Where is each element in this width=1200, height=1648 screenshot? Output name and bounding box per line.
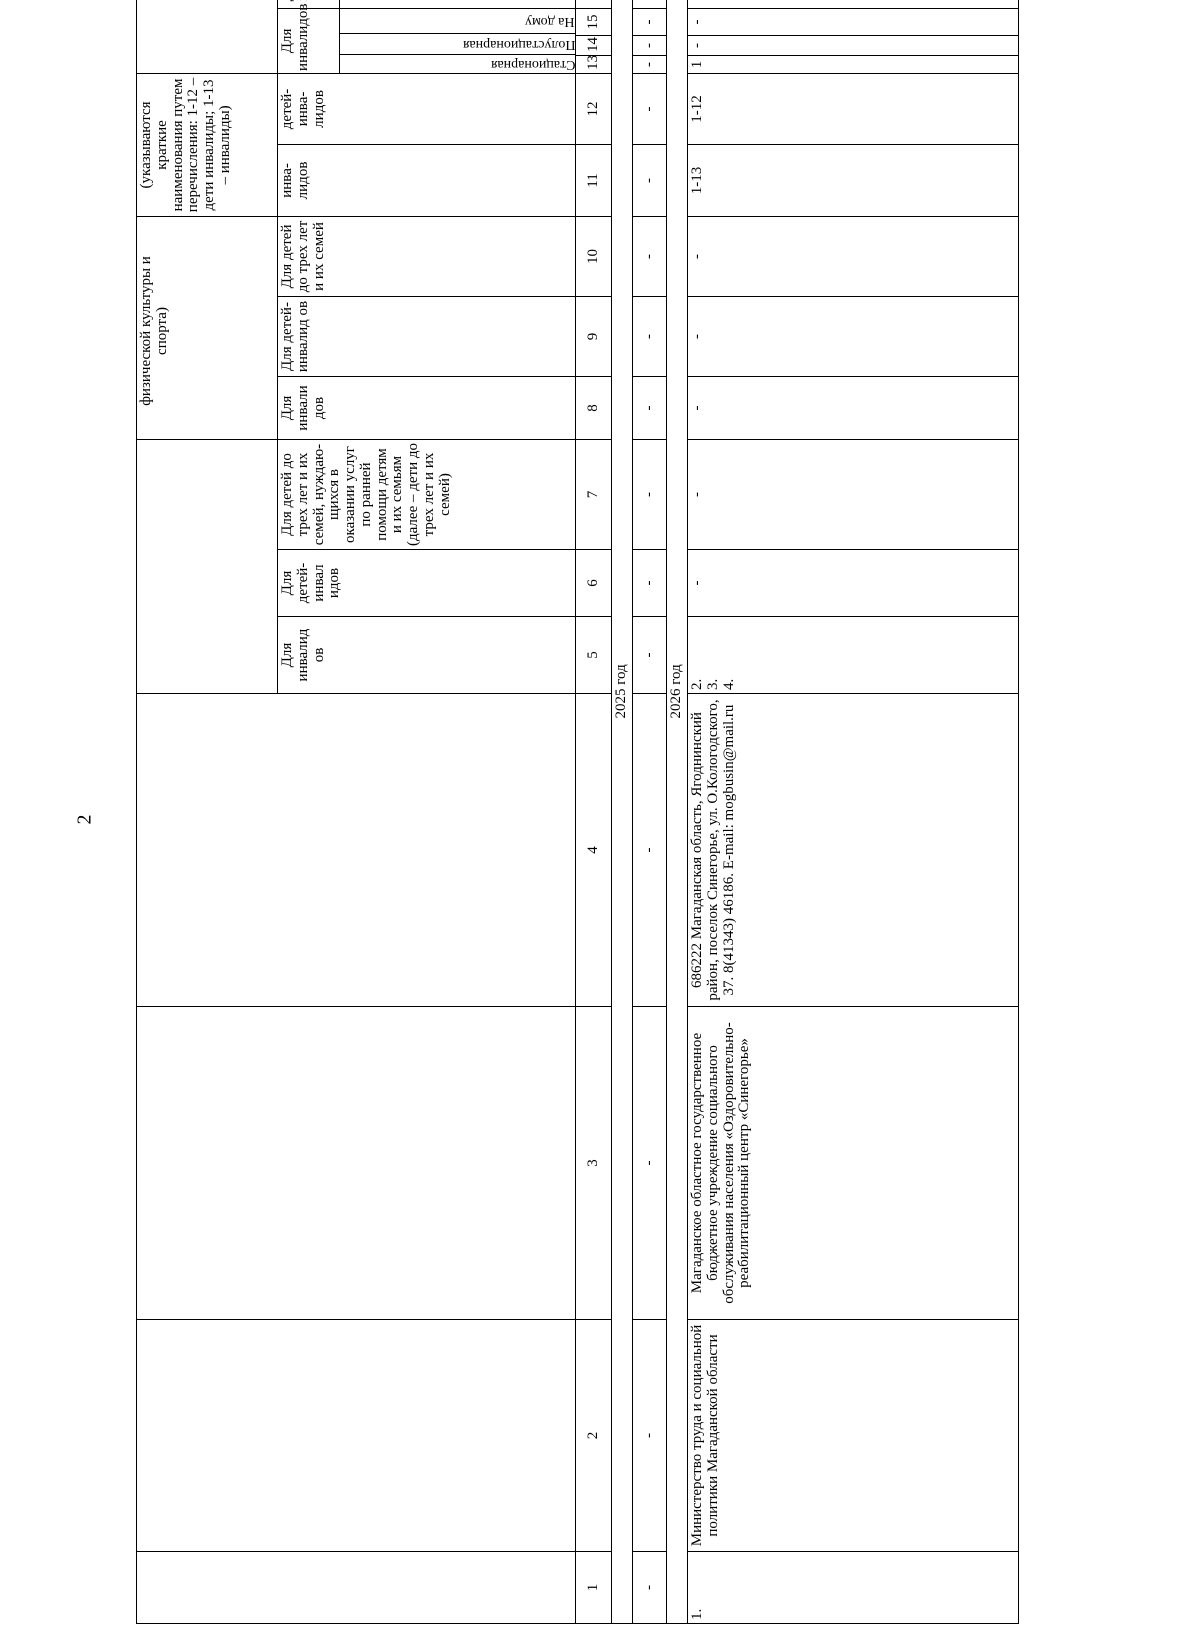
- r2025-c10: -: [633, 216, 667, 296]
- header-col-12: детей-инва-лидов: [278, 73, 576, 144]
- r2025-c2: -: [633, 1320, 667, 1552]
- header-col-3: [137, 1007, 576, 1320]
- year-2025-row: [612, 0, 633, 1624]
- r2025-c15: -: [633, 8, 667, 35]
- colnum-16: [576, 0, 612, 8]
- header-col-4: [137, 694, 576, 1007]
- detinv-subcols: [340, 0, 575, 8]
- year-2026-row: [667, 0, 688, 1624]
- data-row-2025: [633, 0, 667, 1624]
- header-group-empty: [137, 439, 278, 693]
- c13-cell: [340, 54, 575, 73]
- column-numbers-row: [576, 0, 612, 1624]
- r2025-c13: -: [633, 55, 667, 73]
- c15-label: На дому: [525, 14, 575, 30]
- header-col-6: Для детей-инвал идов: [278, 550, 576, 617]
- header-col-2: [137, 1320, 576, 1552]
- header-col-9: Для детей-инвалид ов: [278, 296, 576, 376]
- colnum-6: 6: [576, 550, 612, 617]
- r2025-c1: -: [633, 1552, 667, 1624]
- inv-group-label: Для инвалидов: [278, 9, 340, 73]
- header-group-detinv: [278, 0, 576, 8]
- year-2025-label: 2025 год: [612, 0, 633, 1624]
- colnum-2: 2: [576, 1320, 612, 1552]
- r2025-c16: [633, 0, 667, 8]
- c15-cell: [340, 9, 575, 33]
- c14-label: Полустационарная: [462, 37, 575, 53]
- r1-c5: [688, 617, 1019, 694]
- colnum-4: 4: [576, 694, 612, 1007]
- header-col-5: Для инвалид ов: [278, 617, 576, 694]
- header-group-names: (указываются краткие наименования путем перечисления: 1-12 – дети инвалиды; 1-13 – инвалиды): [137, 73, 278, 216]
- facility-table: [136, 0, 1019, 1624]
- r1-c1: 1.: [688, 1552, 1019, 1624]
- r2025-c4: -: [633, 694, 667, 1007]
- r2025-c12: -: [633, 73, 667, 144]
- header-col-1: [137, 1552, 576, 1624]
- r2025-c5: -: [633, 617, 667, 694]
- r1-c10: -: [688, 216, 1019, 296]
- r1-c15: -: [688, 8, 1019, 35]
- c16-cell: [340, 0, 575, 8]
- colnum-12: 12: [576, 73, 612, 144]
- header-col-8: Для инвали дов: [278, 376, 576, 439]
- colnum-15: 15: [576, 8, 612, 35]
- r1-c16: [688, 0, 1019, 8]
- r1-c6: -: [688, 550, 1019, 617]
- header-row-1: [137, 0, 248, 1624]
- header-col-10: Для детей до трех лет и их семей: [278, 216, 576, 296]
- r1-c12: 1-12: [688, 73, 1019, 144]
- header-col-11: инва-лидов: [278, 144, 576, 216]
- colnum-13: 13: [576, 55, 612, 73]
- r1-c13: 1: [688, 55, 1019, 73]
- c14-cell: [340, 33, 575, 54]
- r2025-c9: -: [633, 296, 667, 376]
- page-number: 2: [73, 814, 96, 825]
- r2025-c6: -: [633, 550, 667, 617]
- r1-c7: -: [688, 439, 1019, 549]
- colnum-10: 10: [576, 216, 612, 296]
- colnum-1: 1: [576, 1552, 612, 1624]
- r1-c5-line-1: 2.: [689, 678, 705, 690]
- colnum-9: 9: [576, 296, 612, 376]
- header-group-fizkult: [137, 216, 278, 439]
- inv-subcols: [340, 9, 575, 73]
- header-col-7: Для детей до трех лет и их семей, нуждаю-щихся в оказании услуг по ранней помощи детям и их семьям (далее – дети до трех лет и их семей): [278, 439, 576, 549]
- r1-c11: 1-13: [688, 144, 1019, 216]
- r1-c9: -: [688, 296, 1019, 376]
- r1-c2: Министерство труда и социальной политики Магаданской области: [688, 1320, 1019, 1552]
- r1-c3: Магаданское областное государственное бюджетное учреждение социального обслуживания населения «Оздоровительно-реабилитационный центр «Синегорье»: [688, 1007, 1019, 1320]
- r2025-c8: -: [633, 376, 667, 439]
- year-2026-label: 2026 год: [667, 0, 688, 1624]
- r1-c4: 686222 Магаданская область, Ягоднинский район, поселок Синегорье, ул. О.Кологодского, 37. 8(41343) 46186. E-mail: mogbusin@mail.ru: [688, 694, 1019, 1007]
- header-group-forms: [137, 0, 278, 73]
- colnum-3: 3: [576, 1007, 612, 1320]
- fizkult-text: физической культуры и спорта): [138, 256, 170, 406]
- r1-c14: -: [688, 35, 1019, 55]
- r2025-c14: -: [633, 35, 667, 55]
- header-group-inv: [278, 3, 576, 73]
- r1-c8: -: [688, 376, 1019, 439]
- data-row-1: [688, 0, 1019, 1624]
- colnum-5: 5: [576, 617, 612, 694]
- r2025-c3: -: [633, 1007, 667, 1320]
- c13-label: Стационарная: [490, 57, 575, 73]
- r2025-c7: -: [633, 439, 667, 549]
- r1-c5-line-2: 3.: [704, 678, 721, 690]
- r1-c5-line-3: 4.: [720, 678, 737, 690]
- colnum-11: 11: [576, 144, 612, 216]
- r2025-c11: -: [633, 144, 667, 216]
- rotated-page: [136, 3, 1061, 1624]
- colnum-8: 8: [576, 376, 612, 439]
- table-viewport: [136, 3, 1061, 1624]
- colnum-7: 7: [576, 439, 612, 549]
- colnum-14: 14: [576, 35, 612, 55]
